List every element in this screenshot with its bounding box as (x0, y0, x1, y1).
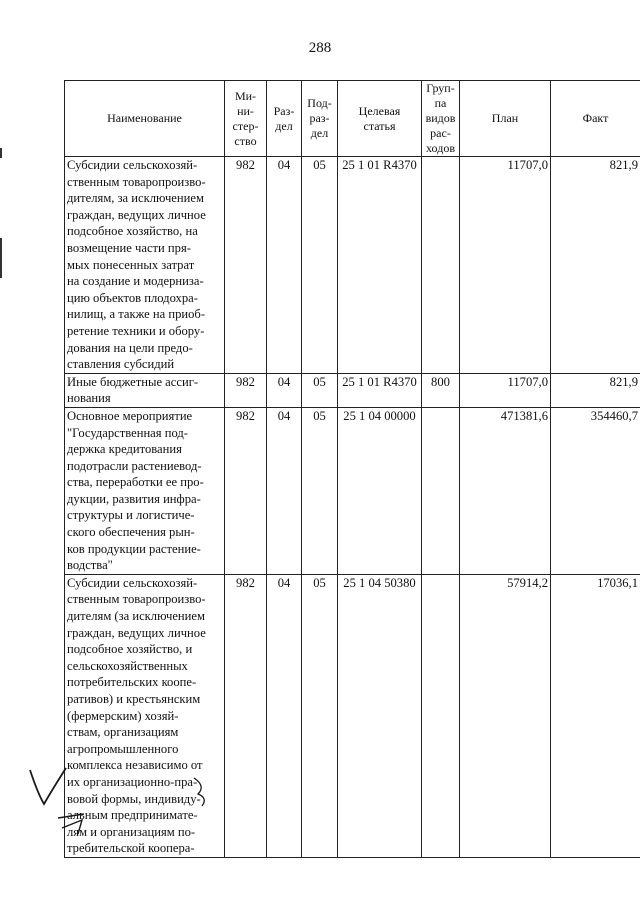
header-target: Целевая статья (338, 81, 422, 157)
header-fact: Факт (551, 81, 640, 157)
row-section: 04 (267, 373, 302, 407)
row-fact: 821,9 (551, 157, 640, 374)
row-name: Основное мероприятие "Государственная под- держка кредитования подотрасли растениевод- ства, переработки ее про- дукции, развития инфра- структуры и логистиче- ского обеспечения рын- ков продукции растение- водства" (65, 407, 225, 574)
table-row (65, 373, 640, 407)
header-plan: План (460, 81, 551, 157)
margin-mark (0, 148, 2, 158)
header-name: Наименование (65, 81, 225, 157)
row-plan: 11707,0 (460, 157, 551, 374)
row-group (422, 407, 460, 574)
row-name: Иные бюджетные ассиг- нования (65, 373, 225, 407)
row-fact: 354460,7 (551, 407, 640, 574)
row-name: Субсидии сельскохозяй- ственным товаропроизво- дителям (за исключением граждан, ведущих личное подсобное хозяйство, и сельскохозяйственных потребительских коопе- ративов) и крестьянским (фермерским) хозяй- ствам, организациям агропромышленного комплекса независимо от их организационно-пра- вовой формы, индивиду- альным предпринимате- лям и организациям по- требительской коопера- (65, 574, 225, 857)
row-section: 04 (267, 407, 302, 574)
row-subsection: 05 (302, 157, 338, 374)
row-subsection: 05 (302, 407, 338, 574)
table-row (65, 157, 640, 374)
row-plan: 11707,0 (460, 373, 551, 407)
row-ministry: 982 (225, 407, 267, 574)
row-section: 04 (267, 574, 302, 857)
row-fact: 821,9 (551, 373, 640, 407)
row-target: 25 1 04 00000 (338, 407, 422, 574)
row-subsection: 05 (302, 373, 338, 407)
row-plan: 471381,6 (460, 407, 551, 574)
row-section: 04 (267, 157, 302, 374)
row-target: 25 1 01 R4370 (338, 157, 422, 374)
row-group (422, 574, 460, 857)
row-fact: 17036,1 (551, 574, 640, 857)
row-plan: 57914,2 (460, 574, 551, 857)
header-ministry: Ми- ни- стер- ство (225, 81, 267, 157)
row-group: 800 (422, 373, 460, 407)
budget-table (64, 80, 640, 858)
page-number: 288 (308, 40, 332, 56)
header-group: Груп- па видов рас- ходов (422, 81, 460, 157)
row-ministry: 982 (225, 574, 267, 857)
row-ministry: 982 (225, 373, 267, 407)
row-subsection: 05 (302, 574, 338, 857)
header-section: Раз- дел (267, 81, 302, 157)
table-row (65, 574, 640, 857)
row-group (422, 157, 460, 374)
row-name: Субсидии сельскохозяй- ственным товаропроизво- дителям, за исключением граждан, ведущих личное подсобное хозяйство, на возмещение части пря- мых понесенных затрат на создание и модерниза- цию объектов плодохра- нилищ, а также на приоб- ретение техники и обору- дования на цели предо- ставления субсидий (65, 157, 225, 374)
row-ministry: 982 (225, 157, 267, 374)
margin-mark (0, 238, 2, 278)
header-subsection: Под- раз- дел (302, 81, 338, 157)
row-target: 25 1 01 R4370 (338, 373, 422, 407)
table-row (65, 407, 640, 574)
row-target: 25 1 04 50380 (338, 574, 422, 857)
table-header-row (65, 81, 640, 157)
